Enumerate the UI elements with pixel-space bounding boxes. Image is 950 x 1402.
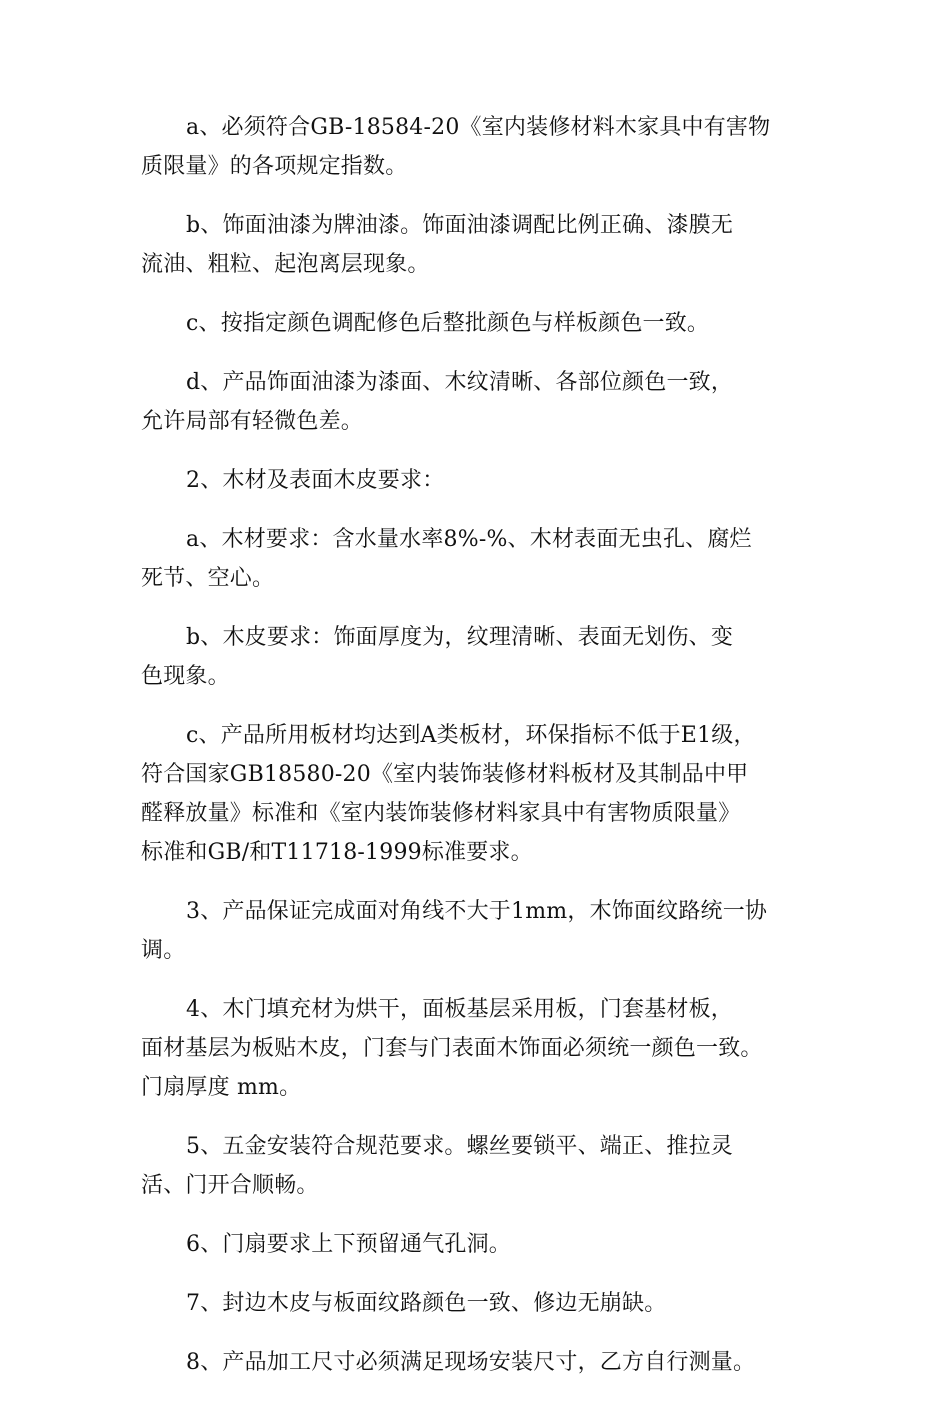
paragraph-12: [141, 1225, 821, 1264]
paragraph-5: [141, 461, 821, 500]
paragraph-2: [141, 206, 821, 284]
paragraph-line: 死节、空心。: [141, 566, 275, 591]
paragraph-line: 符合国家GB18580-20《室内装饰装修材料板材及其制品中甲: [141, 762, 749, 787]
paragraph-13: [141, 1284, 821, 1323]
paragraph-line: 4、木门填充材为烘干，面板基层采用板，门套基材板，: [186, 997, 733, 1022]
paragraph-line: b、饰面油漆为牌油漆。饰面油漆调配比例正确、漆膜无: [186, 213, 734, 238]
paragraph-line: 5、五金安装符合规范要求。螺丝要锁平、端正、推拉灵: [186, 1134, 733, 1159]
paragraph-line: c、产品所用板材均达到A类板材，环保指标不低于E1级，: [186, 723, 756, 748]
paragraph-line: 6、门扇要求上下预留通气孔洞。: [186, 1232, 511, 1257]
paragraph-3: [141, 304, 821, 343]
paragraph-line: 8、产品加工尺寸必须满足现场安装尺寸，乙方自行测量。: [186, 1350, 756, 1375]
paragraph-line: a、木材要求：含水量水率8%-%、木材表面无虫孔、腐烂: [186, 527, 752, 552]
paragraph-line: a、必须符合GB-18584-20《室内装修材料木家具中有害物: [186, 115, 771, 140]
paragraph-line: 流油、粗粒、起泡离层现象。: [141, 252, 430, 277]
paragraph-9: [141, 892, 821, 970]
paragraph-7: [141, 618, 821, 696]
paragraph-line: b、木皮要求：饰面厚度为，纹理清晰、表面无划伤、变: [186, 625, 734, 650]
paragraph-line: 调。: [141, 938, 186, 963]
paragraph-line: 2、木材及表面木皮要求：: [186, 468, 445, 493]
paragraph-line: 色现象。: [141, 664, 230, 689]
paragraph-line: 标准和GB/和T11718-1999标准要求。: [141, 840, 533, 865]
paragraph-10: [141, 990, 821, 1107]
paragraph-14: [141, 1343, 821, 1382]
document-body: [141, 108, 821, 1402]
paragraph-line: 3、产品保证完成面对角线不大于1mm，木饰面纹路统一协: [186, 899, 768, 924]
paragraph-8: [141, 716, 821, 872]
paragraph-4: [141, 363, 821, 441]
paragraph-line: 质限量》的各项规定指数。: [141, 154, 408, 179]
paragraph-line: 7、封边木皮与板面纹路颜色一致、修边无崩缺。: [186, 1291, 667, 1316]
paragraph-line: d、产品饰面油漆为漆面、木纹清晰、各部位颜色一致，: [186, 370, 734, 395]
paragraph-line: 允许局部有轻微色差。: [141, 409, 364, 434]
paragraph-line: c、按指定颜色调配修色后整批颜色与样板颜色一致。: [186, 311, 710, 336]
paragraph-6: [141, 520, 821, 598]
paragraph-line: 活、门开合顺畅。: [141, 1173, 319, 1198]
paragraph-line: 门扇厚度 mm。: [141, 1075, 302, 1100]
paragraph-1: [141, 108, 821, 186]
paragraph-line: 面材基层为板贴木皮，门套与门表面木饰面必须统一颜色一致。: [141, 1036, 763, 1061]
paragraph-11: [141, 1127, 821, 1205]
paragraph-line: 醛释放量》标准和《室内装饰装修材料家具中有害物质限量》: [141, 801, 741, 826]
